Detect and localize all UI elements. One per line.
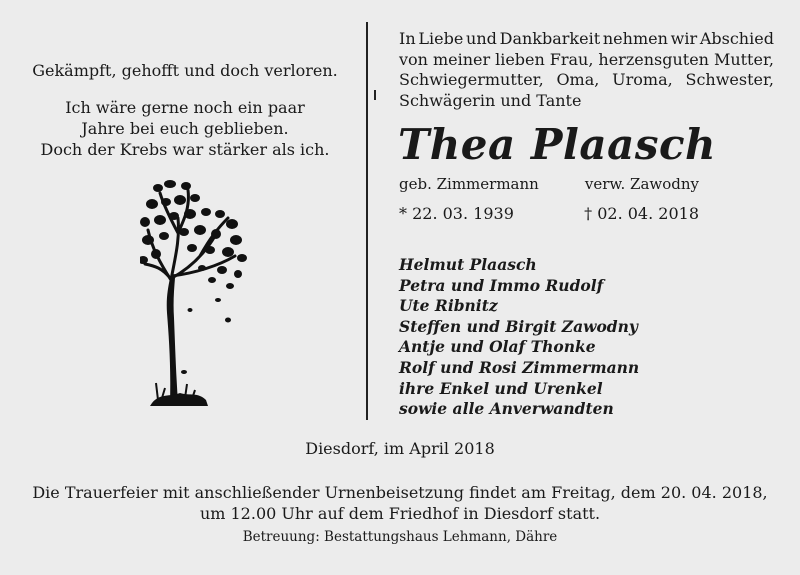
birth-date: * 22. 03. 1939 bbox=[399, 204, 514, 223]
poem-line: Gekämpft, gehofft und doch verloren. bbox=[32, 61, 338, 80]
poem-gap bbox=[20, 81, 350, 97]
poem-line: Doch der Krebs war stärker als ich. bbox=[40, 140, 330, 159]
birth-name: geb. Zimmermann bbox=[399, 175, 539, 193]
name-details bbox=[399, 174, 699, 194]
intro-word: nehmen bbox=[602, 29, 668, 48]
intro-word: und bbox=[466, 29, 497, 48]
ceremony-line: Die Trauerfeier mit anschließender Urnenbeisetzung findet am Freitag, dem 20. 04. 2018, bbox=[32, 483, 768, 502]
poem-line: Ich wäre gerne noch ein paar bbox=[65, 98, 305, 117]
intro-word: lieben bbox=[495, 49, 545, 69]
intro-word: Schwester, bbox=[685, 70, 774, 89]
vertical-divider bbox=[366, 22, 368, 420]
death-date: † 02. 04. 2018 bbox=[584, 204, 699, 223]
intro-word: Liebe bbox=[418, 29, 464, 48]
intro-word: meiner bbox=[432, 49, 491, 69]
mourner: Helmut Plaasch bbox=[399, 255, 537, 274]
intro-text bbox=[399, 29, 774, 111]
intro-word: Frau, bbox=[549, 49, 594, 69]
mourner: Steffen und Birgit Zawodny bbox=[399, 316, 638, 336]
funeral-home: Betreuung: Bestattungshaus Lehmann, Dähre bbox=[242, 529, 558, 545]
intro-word: Uroma, bbox=[612, 70, 673, 89]
intro-word: herzensguten bbox=[598, 49, 709, 69]
mourner: ihre Enkel und Urenkel bbox=[399, 378, 603, 398]
mourner: sowie alle Anverwandten bbox=[399, 399, 614, 419]
poem-line: Jahre bei euch geblieben. bbox=[81, 119, 289, 138]
intro-word: Mutter, bbox=[713, 49, 774, 69]
poem bbox=[20, 60, 350, 160]
intro-word: Schwiegermutter, bbox=[399, 70, 544, 89]
ceremony-line: um 12.00 Uhr auf dem Friedhof in Diesdorf statt. bbox=[199, 504, 601, 523]
tree-trunk bbox=[167, 278, 178, 403]
intro-line bbox=[399, 50, 774, 71]
deceased-name: Thea Plaasch bbox=[398, 120, 717, 169]
mourner: Antje und Olaf Thonke bbox=[399, 337, 596, 357]
mourner: Petra und Immo Rudolf bbox=[399, 275, 604, 295]
intro-word: Abschied bbox=[699, 29, 774, 48]
divider-tick bbox=[374, 90, 376, 100]
intro-word: Oma, bbox=[556, 70, 600, 89]
tree-illustration-icon bbox=[140, 178, 250, 413]
intro-line bbox=[399, 70, 774, 91]
mourner: Rolf und Rosi Zimmermann bbox=[399, 357, 640, 377]
intro-word: Dankbarkeit bbox=[499, 29, 601, 48]
widowed-name: verw. Zawodny bbox=[584, 175, 699, 193]
life-dates bbox=[399, 203, 699, 225]
mourner: Ute Ribnitz bbox=[399, 296, 498, 316]
intro-word: In bbox=[399, 29, 416, 48]
intro-line bbox=[399, 29, 774, 50]
mourners-list bbox=[399, 255, 639, 420]
tree-foliage bbox=[140, 180, 247, 374]
ceremony-info bbox=[0, 482, 800, 524]
intro-line: Schwägerin und Tante bbox=[399, 90, 582, 110]
intro-word: wir bbox=[670, 29, 698, 48]
intro-word: von bbox=[399, 49, 428, 69]
place-date: Diesdorf, im April 2018 bbox=[305, 439, 495, 458]
